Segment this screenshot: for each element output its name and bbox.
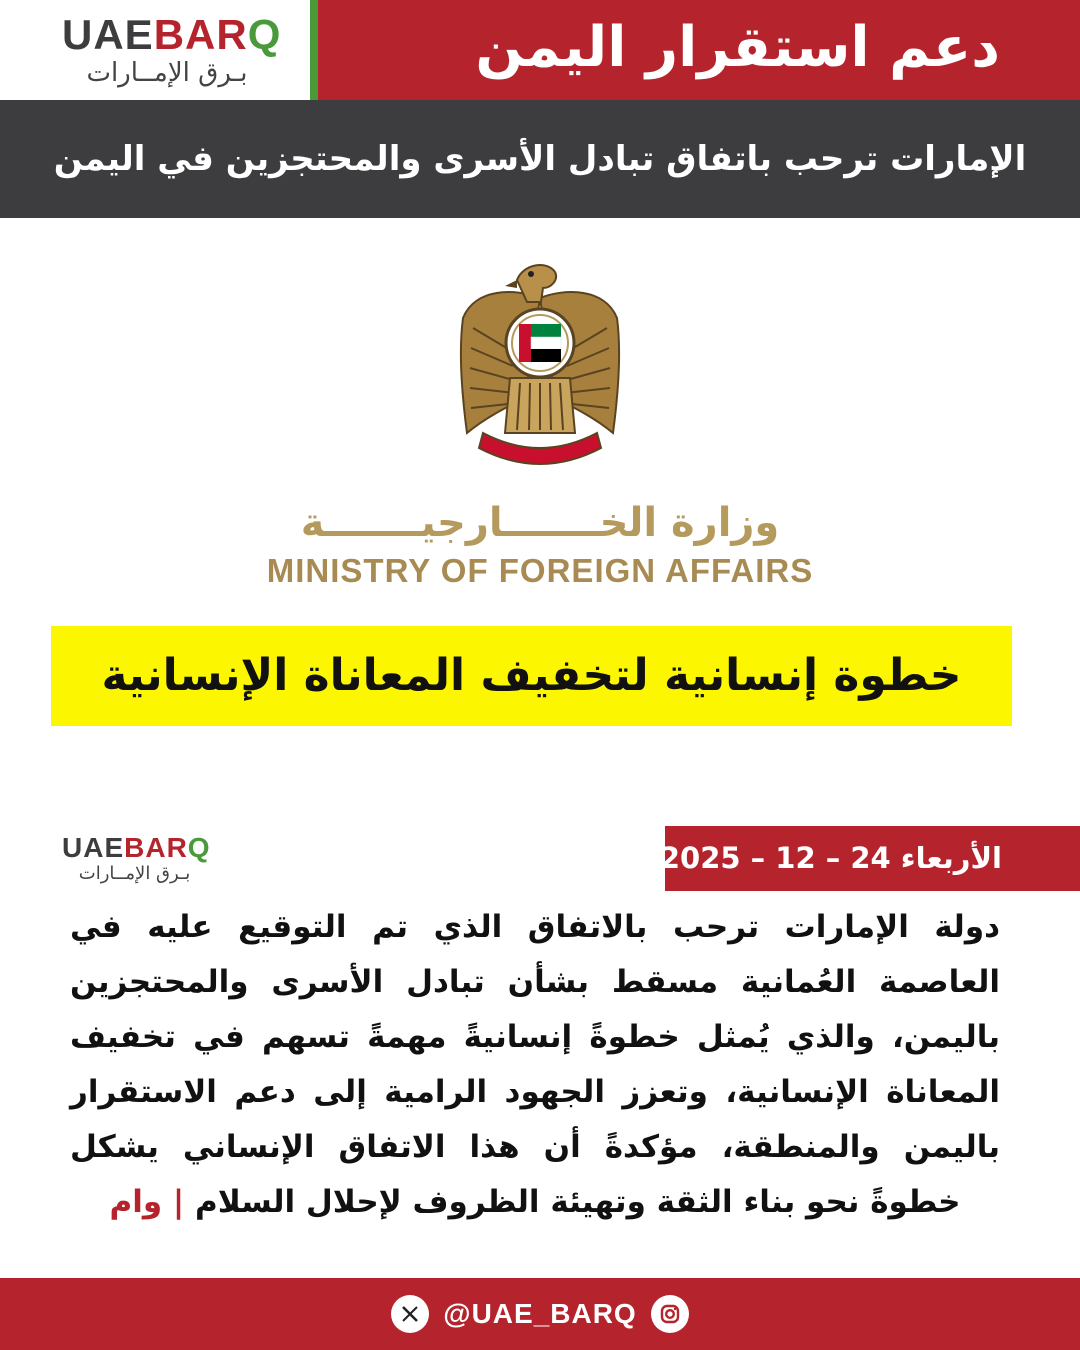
article-body [70,900,1000,1230]
article-body-text: دولة الإمارات ترحب بالاتفاق الذي تم التوقيع عليه في العاصمة العُمانية مسقط بشأن تبادل الأسرى والمحتجزين باليمن، والذي يُمثل خطوةً إنسانيةً مهمةً تسهم في تخفيف المعاناة الإنسانية، وتعزز الجهود الرامية إلى دعم الاستقرار باليمن والمنطقة، مؤكدةً أن هذا الاتفاق الإنساني يشكل خطوةً نحو بناء الثقة وتهيئة الظروف لإحلال السلام [70,909,1000,1220]
brand-logo-barq: BAR [124,832,188,863]
brand-logo-arabic: بـرق الإمــارات [78,863,191,884]
instagram-icon[interactable] [651,1295,689,1333]
brand-logo [62,11,282,88]
social-handle[interactable]: @UAE_BARQ [443,1298,637,1329]
brand-logo-arabic: بـرق الإمــارات [86,58,248,88]
brand-logo-q: Q [187,832,211,863]
highlight-banner: خطوة إنسانية لتخفيف المعاناة الإنسانية [51,626,1012,726]
uae-emblem-icon [455,258,625,470]
brand-logo-small [62,832,211,884]
subheadline: الإمارات ترحب باتفاق تبادل الأسرى والمحتجزين في اليمن [53,139,1027,179]
ministry-name-arabic: وزارة الخـــــــارجيـــــــة [300,500,780,546]
page-title: دعم استقرار اليمن [475,15,1000,80]
ministry-name-english: MINISTRY OF FOREIGN AFFAIRS [266,552,814,589]
article-source: | وام [109,1184,185,1220]
footer-social [0,1278,1080,1350]
green-accent-strip [310,0,318,100]
article-date: الأربعاء 24 – 12 – 2025 [665,826,1080,891]
brand-logo-uae: UAE [62,832,125,863]
brand-logo-uae: UAE [62,11,154,58]
x-icon[interactable] [391,1295,429,1333]
brand-logo-barq: BAR [153,11,248,58]
brand-logo-q: Q [247,11,282,58]
